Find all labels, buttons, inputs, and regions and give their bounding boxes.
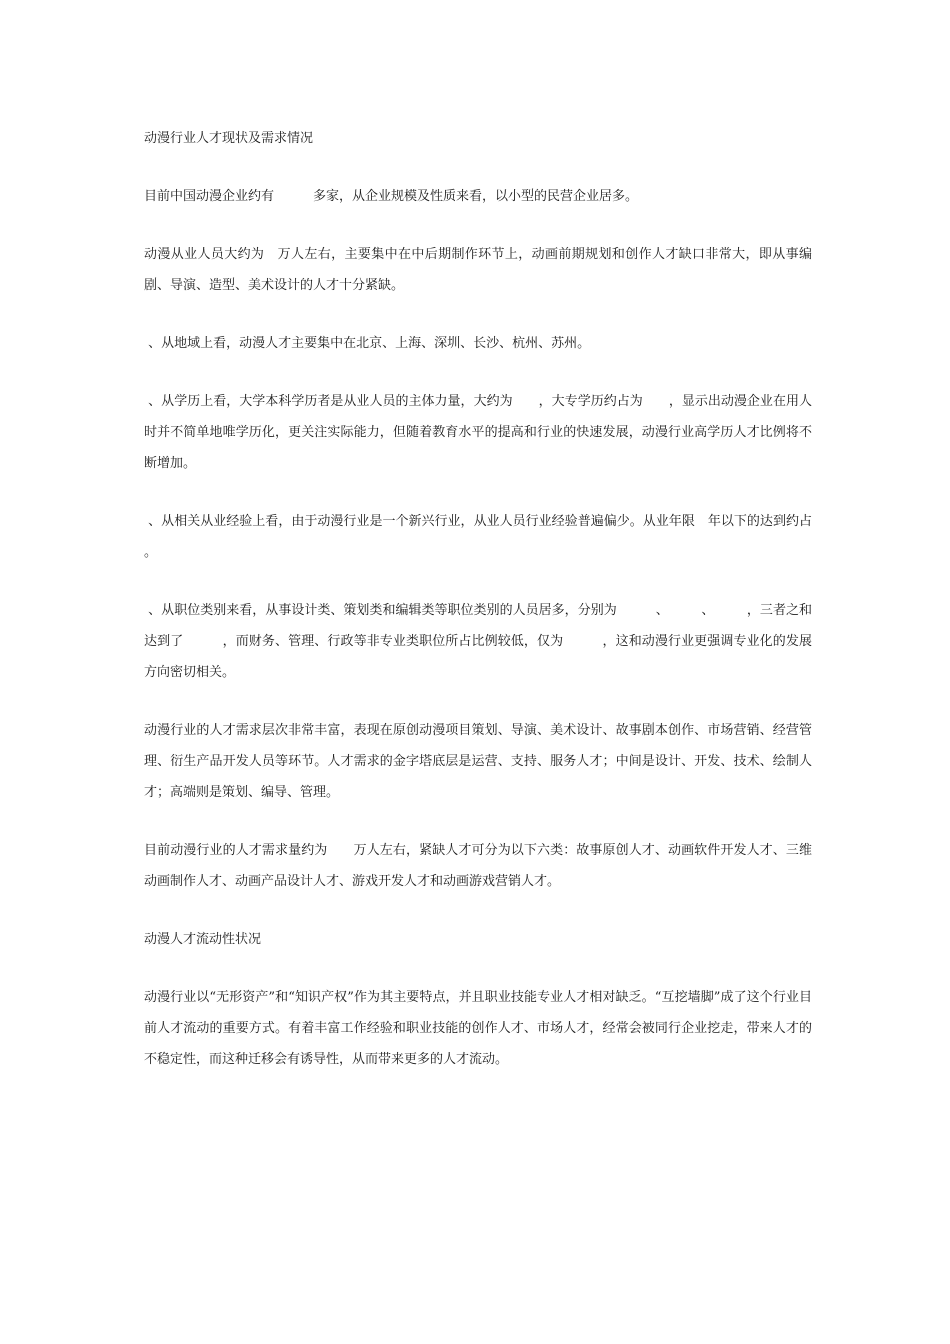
paragraph-demand-levels: 动漫行业的人才需求层次非常丰富，表现在原创动漫项目策划、导演、美术设计、故事剧本创作、市场营销、经营管理、衍生产品开发人员等环节。人才需求的金字塔底层是运营、支持、服务人才；中间是设计、开发、技术、绘制人才；高端则是策划、编导、管理。: [144, 723, 812, 800]
paragraph-job-category: 、从职位类别来看，从事设计类、策划类和编辑类等职位类别的人员居多，分别为 、 、 ，三者之和达到了 ，而财务、管理、行政等非专业类职位所占比例较低，仅为 ，这和动漫行业更强调专业化的发展方向密切相关。: [144, 603, 812, 680]
section-title-mobility: 动漫人才流动性状况: [144, 932, 262, 947]
spacer: [144, 808, 812, 835]
spacer: [144, 568, 812, 595]
paragraph-education: 、从学历上看，大学本科学历者是从业人员的主体力量，大约为 ，大专学历约占为 ，显示出动漫企业在用人时并不简单地唯学历化，更关注实际能力，但随着教育水平的提高和行业的快速发展，动漫行业高学历人才比例将不断增加。: [144, 394, 812, 471]
paragraph-region: 、从地域上看，动漫人才主要集中在北京、上海、深圳、长沙、杭州、苏州。: [144, 336, 591, 351]
paragraph-company-count: 目前中国动漫企业约有 多家，从企业规模及性质来看，以小型的民营企业居多。: [144, 189, 639, 204]
spacer: [144, 479, 812, 506]
spacer: [144, 955, 812, 982]
spacer: [144, 301, 812, 328]
spacer: [144, 897, 812, 924]
paragraph-demand-volume: 目前动漫行业的人才需求量约为 万人左右，紧缺人才可分为以下六类：故事原创人才、动画软件开发人才、三维动画制作人才、动画产品设计人才、游戏开发人才和动画游戏营销人才。: [144, 843, 812, 889]
spacer: [144, 212, 812, 239]
spacer: [144, 359, 812, 386]
paragraph-experience: 、从相关从业经验上看，由于动漫行业是一个新兴行业，从业人员行业经验普遍偏少。从业年限 年以下的达到约占 。: [144, 514, 838, 560]
document-title: 动漫行业人才现状及需求情况: [144, 131, 314, 146]
document-page: [144, 123, 838, 1075]
spacer: [144, 154, 812, 181]
paragraph-mobility: 动漫行业以“无形资产”和“知识产权”作为其主要特点，并且职业技能专业人才相对缺乏。“互挖墙脚”成了这个行业目前人才流动的重要方式。有着丰富工作经验和职业技能的创作人才、市场人才，经常会被同行企业挖走，带来人才的不稳定性，而这种迁移会有诱导性，从而带来更多的人才流动。: [144, 990, 812, 1067]
spacer: [144, 688, 812, 715]
paragraph-workforce: 动漫从业人员大约为 万人左右，主要集中在中后期制作环节上，动画前期规划和创作人才缺口非常大，即从事编剧、导演、造型、美术设计的人才十分紧缺。: [144, 247, 812, 293]
